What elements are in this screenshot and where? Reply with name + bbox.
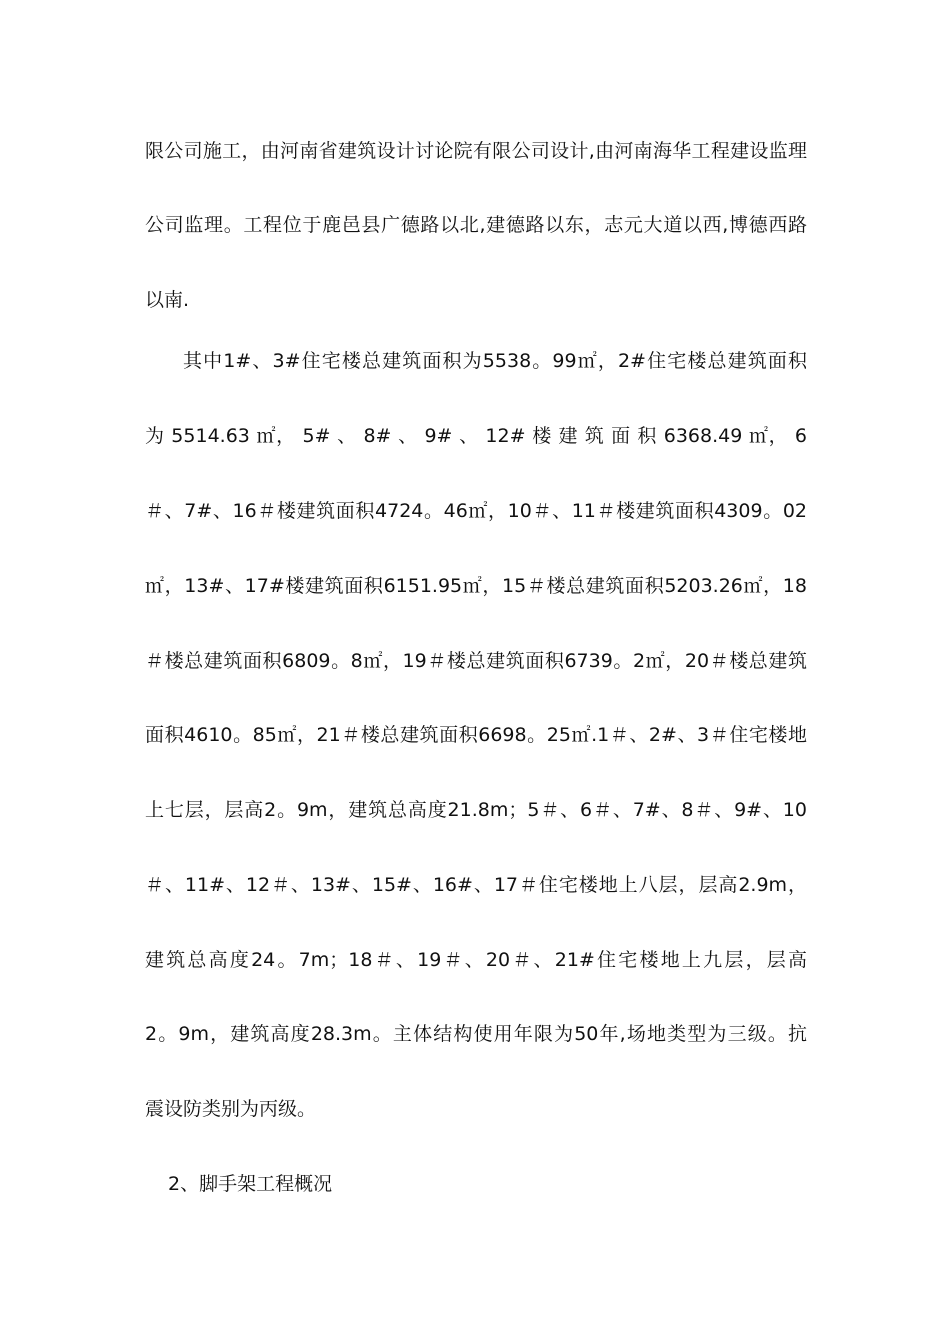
text-line-3: 以南.	[145, 289, 190, 311]
text-line-2: 公司监理。工程位于鹿邑县广德路以北,建德路以东，志元大道以西,博德西路	[145, 214, 807, 236]
text-line-12: 建筑总高度24。7m；18＃、19＃、20＃、21#住宅楼地上九层，层高	[145, 949, 807, 971]
section-heading: 2、脚手架工程概况	[168, 1173, 333, 1195]
text-line-5: 为 5514.63 ㎡， 5# 、 8# 、 9# 、 12# 楼 建 筑 面 积 6368.49 ㎡， 6	[145, 425, 807, 447]
text-line-7: ㎡，13#、17#楼建筑面积6151.95㎡，15＃楼总建筑面积5203.26㎡，18	[145, 575, 807, 597]
text-line-13: 2。9m，建筑高度28.3m。主体结构使用年限为50年,场地类型为三级。抗	[145, 1023, 807, 1045]
text-line-1: 限公司施工，由河南省建筑设计讨论院有限公司设计,由河南海华工程建设监理	[145, 140, 807, 162]
text-line-10: 上七层，层高2。9m，建筑总高度21.8m；5＃、6＃、7#、8＃、9#、10	[145, 799, 807, 821]
text-line-8: ＃楼总建筑面积6809。8㎡，19＃楼总建筑面积6739。2㎡，20＃楼总建筑	[145, 650, 807, 672]
text-line-11: ＃、11#、12＃、13#、15#、16#、17＃住宅楼地上八层，层高2.9m，	[145, 874, 807, 896]
text-line-9: 面积4610。85㎡，21＃楼总建筑面积6698。25㎡.1＃、2#、3＃住宅楼地	[145, 724, 807, 746]
text-line-14: 震设防类别为丙级。	[145, 1098, 317, 1120]
paragraph-start-line: 其中1#、3#住宅楼总建筑面积为5538。99㎡，2#住宅楼总建筑面积	[183, 350, 807, 372]
text-line-6: ＃、7#、16＃楼建筑面积4724。46㎡，10＃、11＃楼建筑面积4309。02	[145, 500, 807, 522]
